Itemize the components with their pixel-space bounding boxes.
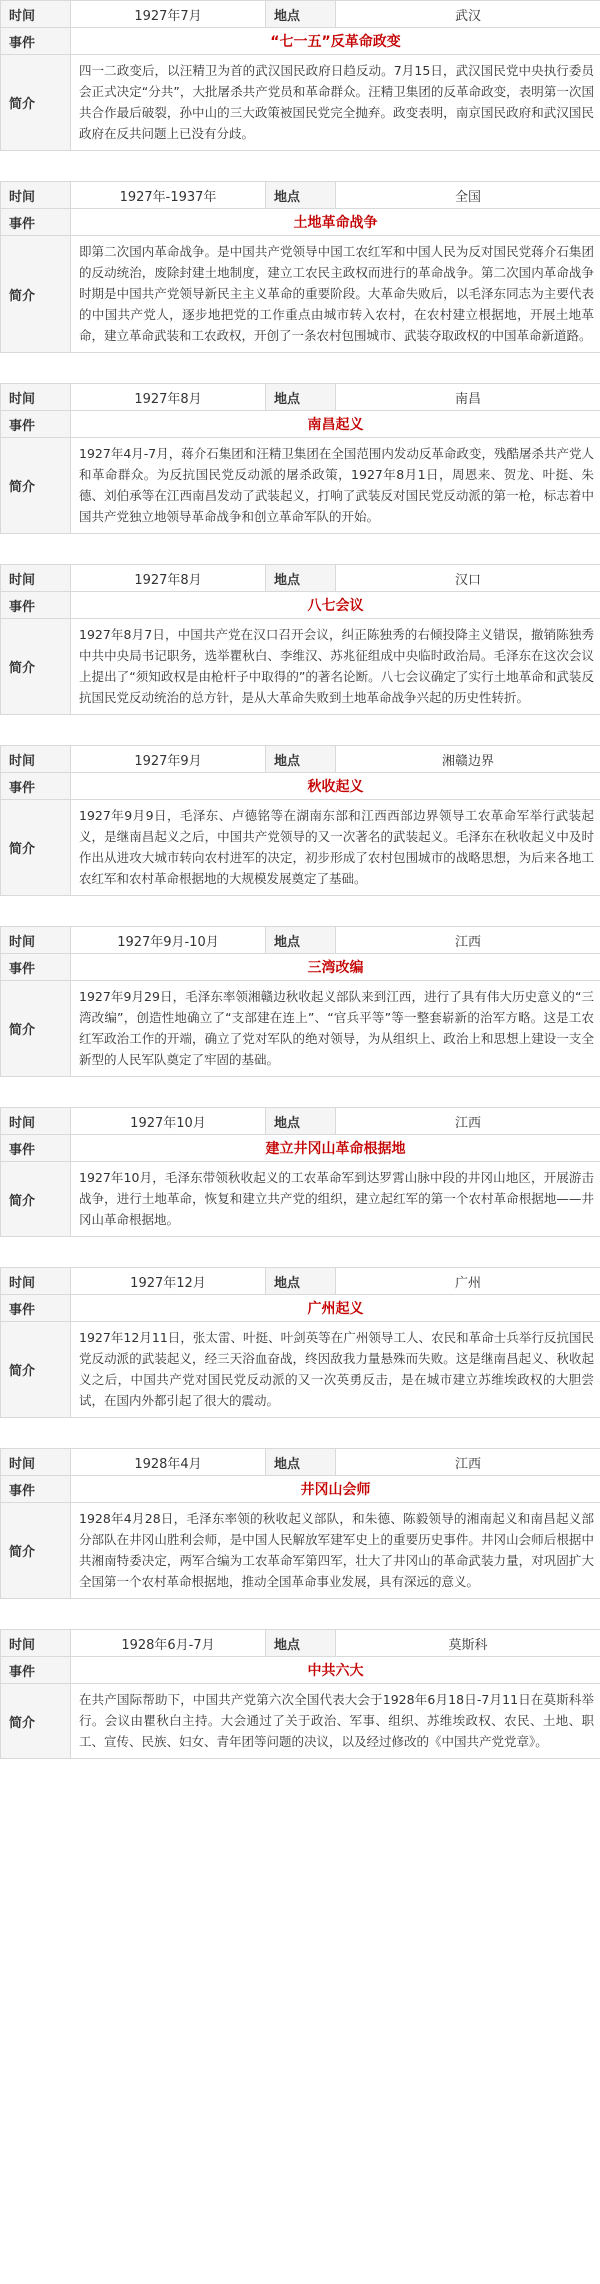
event-card [0, 926, 600, 1077]
summary-label: 简介 [1, 438, 71, 534]
event-label: 事件 [1, 1476, 71, 1503]
event-place: 全国 [336, 182, 600, 209]
place-label: 地点 [266, 1, 336, 28]
event-place: 江西 [336, 1108, 600, 1135]
event-title: 中共六大 [71, 1657, 600, 1684]
event-place: 广州 [336, 1268, 600, 1295]
event-label: 事件 [1, 773, 71, 800]
event-label: 事件 [1, 28, 71, 55]
place-label: 地点 [266, 384, 336, 411]
place-label: 地点 [266, 1630, 336, 1657]
place-label: 地点 [266, 182, 336, 209]
summary-label: 简介 [1, 1503, 71, 1599]
event-label: 事件 [1, 1295, 71, 1322]
event-title: 井冈山会师 [71, 1476, 600, 1503]
time-label: 时间 [1, 1268, 71, 1295]
summary-label: 简介 [1, 236, 71, 353]
event-label: 事件 [1, 1657, 71, 1684]
time-label: 时间 [1, 927, 71, 954]
event-card [0, 1107, 600, 1237]
event-time: 1927年9月-10月 [71, 927, 266, 954]
event-label: 事件 [1, 954, 71, 981]
event-title: 三湾改编 [71, 954, 600, 981]
time-label: 时间 [1, 1630, 71, 1657]
event-time: 1927年-1937年 [71, 182, 266, 209]
event-place: 湘赣边界 [336, 746, 600, 773]
summary-label: 简介 [1, 800, 71, 896]
time-label: 时间 [1, 1, 71, 28]
event-card [0, 1629, 600, 1759]
event-card [0, 745, 600, 896]
summary-label: 简介 [1, 55, 71, 151]
event-card [0, 1267, 600, 1418]
event-description: 四一二政变后，以汪精卫为首的武汉国民政府日趋反动。7月15日，武汉国民党中央执行委员会正式决定“分共”，大批屠杀共产党员和革命群众。汪精卫集团的反革命政变，表明第一次国共合作最后破裂，孙中山的三大政策被国民党完全抛弃。政变表明，南京国民政府和武汉国民政府在反共问题上已没有分歧。 [71, 55, 600, 151]
event-place: 江西 [336, 927, 600, 954]
event-place: 汉口 [336, 565, 600, 592]
event-title: “七一五”反革命政变 [71, 28, 600, 55]
summary-label: 简介 [1, 1684, 71, 1759]
event-description: 1927年9月9日，毛泽东、卢德铭等在湖南东部和江西西部边界领导工农革命军举行武装起义，是继南昌起义之后，中国共产党领导的又一次著名的武装起义。毛泽东在秋收起义中及时作出从进攻大城市转向农村进军的决定，初步形成了农村包围城市的战略思想，为后来各地工农红军和农村革命根据地的大规模发展奠定了基础。 [71, 800, 600, 896]
event-description: 1928年4月28日，毛泽东率领的秋收起义部队，和朱德、陈毅领导的湘南起义和南昌起义部分部队在井冈山胜利会师，是中国人民解放军建军史上的重要历史事件。井冈山会师后根据中共湘南特委决定，两军合编为工农革命军第四军，壮大了井冈山的革命武装力量，对巩固扩大全国第一个农村革命根据地，推动全国革命事业发展，具有深远的意义。 [71, 1503, 600, 1599]
event-card [0, 1448, 600, 1599]
event-title: 土地革命战争 [71, 209, 600, 236]
event-card [0, 0, 600, 151]
event-time: 1927年12月 [71, 1268, 266, 1295]
time-label: 时间 [1, 1449, 71, 1476]
event-place: 莫斯科 [336, 1630, 600, 1657]
event-label: 事件 [1, 1135, 71, 1162]
event-label: 事件 [1, 411, 71, 438]
event-time: 1927年10月 [71, 1108, 266, 1135]
event-title: 建立井冈山革命根据地 [71, 1135, 600, 1162]
event-title: 广州起义 [71, 1295, 600, 1322]
time-label: 时间 [1, 746, 71, 773]
event-place: 江西 [336, 1449, 600, 1476]
event-time: 1928年4月 [71, 1449, 266, 1476]
event-description: 即第二次国内革命战争。是中国共产党领导中国工农红军和中国人民为反对国民党蒋介石集团的反动统治，废除封建土地制度，建立工农民主政权而进行的革命战争。第二次国内革命战争时期是中国共产党领导新民主主义革命的重要阶段。大革命失败后，以毛泽东同志为主要代表的中国共产党人，逐步地把党的工作重点由城市转入农村，在农村建立根据地，开展土地革命，建立革命武装和工农政权，开创了一条农村包围城市、武装夺取政权的中国革命新道路。 [71, 236, 600, 353]
place-label: 地点 [266, 1108, 336, 1135]
event-time: 1927年9月 [71, 746, 266, 773]
event-description: 1927年10月，毛泽东带领秋收起义的工农革命军到达罗霄山脉中段的井冈山地区，开展游击战争，进行土地革命，恢复和建立共产党的组织，建立起红军的第一个农村革命根据地——井冈山革命根据地。 [71, 1162, 600, 1237]
time-label: 时间 [1, 182, 71, 209]
event-time: 1927年7月 [71, 1, 266, 28]
place-label: 地点 [266, 1268, 336, 1295]
event-time: 1928年6月-7月 [71, 1630, 266, 1657]
event-place: 南昌 [336, 384, 600, 411]
event-description: 1927年9月29日，毛泽东率领湘赣边秋收起义部队来到江西，进行了具有伟大历史意义的“三湾改编”，创造性地确立了“支部建在连上”、“官兵平等”等一整套崭新的治军方略。这是工农红军政治工作的开端，确立了党对军队的绝对领导，为从组织上、政治上和思想上建设一支全新型的人民军队奠定了牢固的基础。 [71, 981, 600, 1077]
time-label: 时间 [1, 565, 71, 592]
event-card [0, 181, 600, 353]
event-label: 事件 [1, 209, 71, 236]
event-title: 秋收起义 [71, 773, 600, 800]
time-label: 时间 [1, 1108, 71, 1135]
place-label: 地点 [266, 565, 336, 592]
event-place: 武汉 [336, 1, 600, 28]
place-label: 地点 [266, 927, 336, 954]
event-description: 1927年12月11日，张太雷、叶挺、叶剑英等在广州领导工人、农民和革命士兵举行反抗国民党反动派的武装起义，经三天浴血奋战，终因敌我力量悬殊而失败。这是继南昌起义、秋收起义之后，中国共产党对国民党反动派的又一次英勇反击，是在城市建立苏维埃政权的大胆尝试，在国内外都引起了很大的震动。 [71, 1322, 600, 1418]
event-time: 1927年8月 [71, 565, 266, 592]
summary-label: 简介 [1, 1162, 71, 1237]
place-label: 地点 [266, 1449, 336, 1476]
summary-label: 简介 [1, 981, 71, 1077]
event-description: 1927年8月7日，中国共产党在汉口召开会议，纠正陈独秀的右倾投降主义错误，撤销陈独秀中共中央局书记职务，选举瞿秋白、李维汉、苏兆征组成中央临时政治局。毛泽东在这次会议上提出了“须知政权是由枪杆子中取得的”的著名论断。八七会议确定了实行土地革命和武装反抗国民党反动统治的总方针，是从大革命失败到土地革命战争兴起的历史性转折。 [71, 619, 600, 715]
event-description: 1927年4月-7月，蒋介石集团和汪精卫集团在全国范围内发动反革命政变，残酷屠杀共产党人和革命群众。为反抗国民党反动派的屠杀政策，1927年8月1日，周恩来、贺龙、叶挺、朱德、刘伯承等在江西南昌发动了武装起义，打响了武装反对国民党反动派的第一枪，标志着中国共产党独立地领导革命战争和创立革命军队的开始。 [71, 438, 600, 534]
event-description: 在共产国际帮助下，中国共产党第六次全国代表大会于1928年6月18日-7月11日在莫斯科举行。会议由瞿秋白主持。大会通过了关于政治、军事、组织、苏维埃政权、农民、土地、职工、宣传、民族、妇女、青年团等问题的决议，以及经过修改的《中国共产党党章》。 [71, 1684, 600, 1759]
event-time: 1927年8月 [71, 384, 266, 411]
event-label: 事件 [1, 592, 71, 619]
event-title: 八七会议 [71, 592, 600, 619]
summary-label: 简介 [1, 1322, 71, 1418]
time-label: 时间 [1, 384, 71, 411]
place-label: 地点 [266, 746, 336, 773]
event-card [0, 383, 600, 534]
summary-label: 简介 [1, 619, 71, 715]
event-title: 南昌起义 [71, 411, 600, 438]
event-card [0, 564, 600, 715]
